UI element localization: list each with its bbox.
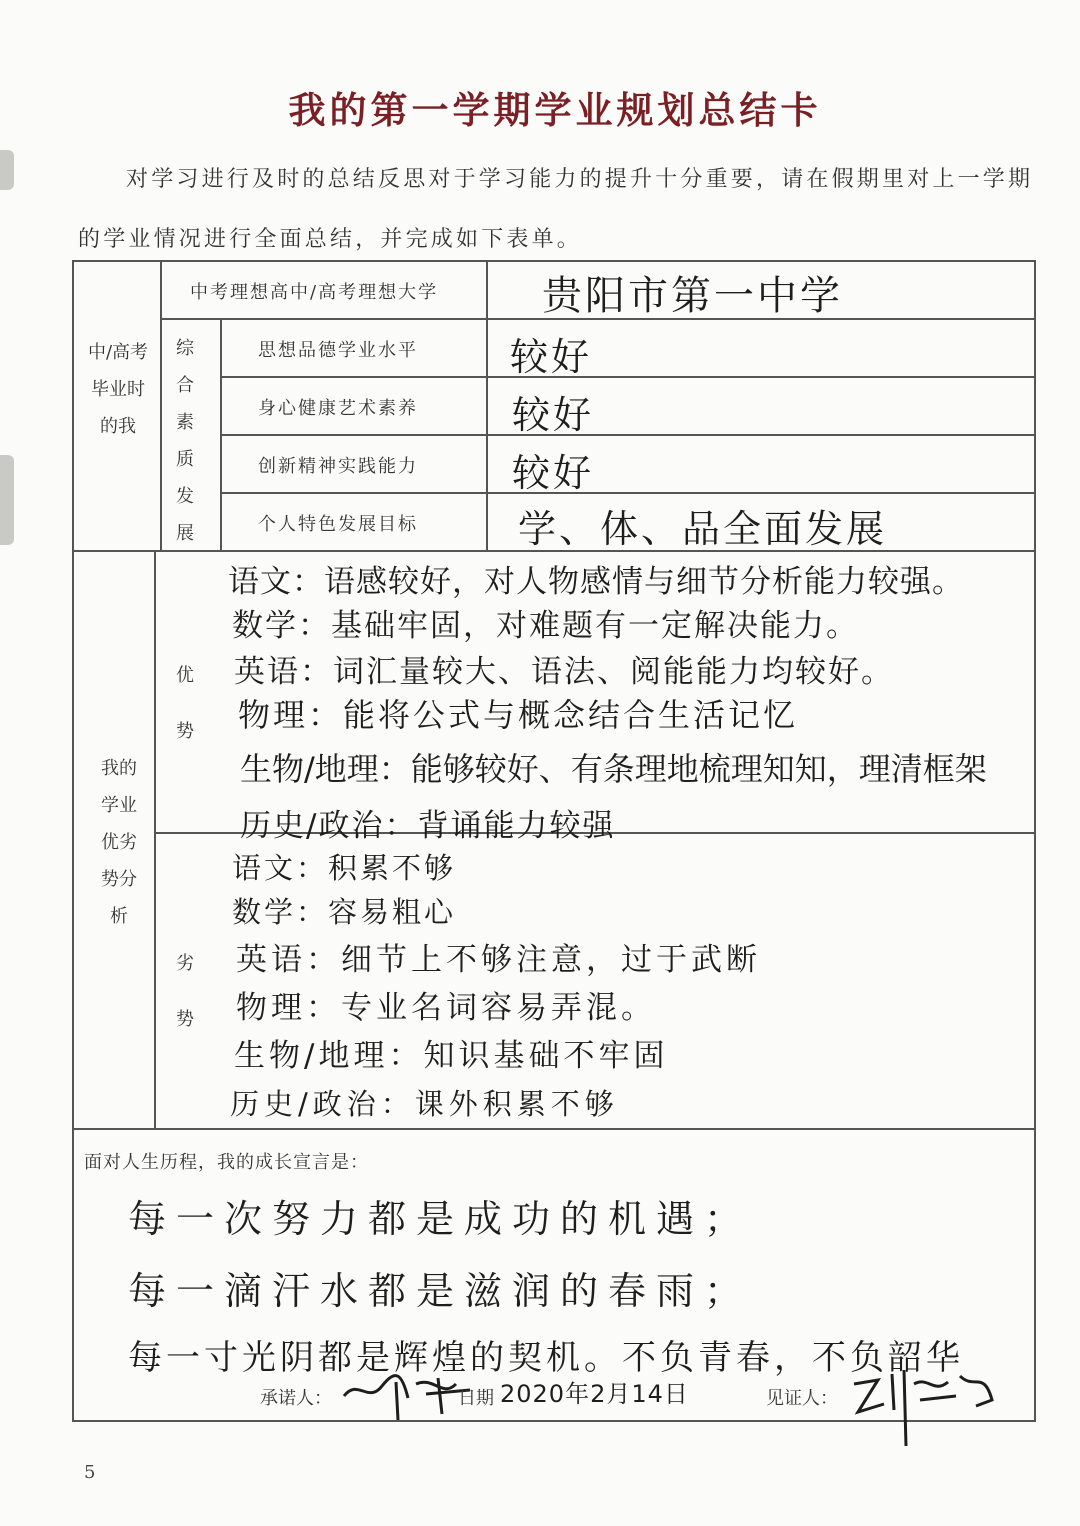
planning-form: [72, 260, 1036, 1422]
date-value: 2020年2月14日: [500, 1380, 689, 1408]
row-value: 较好: [510, 335, 593, 379]
binder-hole: [0, 150, 14, 190]
promiser-signature: [338, 1364, 478, 1424]
weakness-line: 数学：容易粗心: [232, 895, 457, 929]
page-number: 5: [84, 1462, 96, 1483]
weakness-line: 语文：积累不够: [232, 851, 457, 885]
strength-line: 数学：基础牢固，对难题有一定解决能力。: [232, 608, 859, 644]
weakness-line: 物理：专业名词容易弄混。: [236, 990, 656, 1026]
row-label: 创新精神实践能力: [258, 456, 418, 477]
section2-label: 我的学业优劣势分析: [101, 758, 137, 927]
strength-line: 英语：词汇量较大、语法、阅能能力均较好。: [234, 654, 894, 690]
binder-hole: [0, 455, 14, 545]
declaration-prompt: 面对人生历程，我的成长宣言是：: [84, 1152, 369, 1173]
witness-signature: [848, 1360, 998, 1450]
strength-line: 物理：能将公式与概念结合生活记忆: [238, 696, 799, 734]
declaration-line: 每一次努力都是成功的机遇；: [128, 1197, 753, 1241]
declaration-line: 每一寸光阴都是辉煌的契机。不负青春，不负韶华: [128, 1338, 964, 1378]
strength-line: 历史/政治：背诵能力较强: [240, 808, 616, 844]
row-label: 个人特色发展目标: [258, 514, 418, 535]
target-label: 中考理想高中/高考理想大学: [190, 282, 439, 303]
strength-line: 生物/地理：能够较好、有条理地梳理知知，理清框架: [240, 750, 987, 788]
row-value: 学、体、品全面发展: [518, 507, 888, 551]
intro-text: 对学习进行及时的总结反思对于学习能力的提升十分重要，请在假期里对上一学期的学业情况进行全面总结，并完成如下表单。: [78, 167, 1034, 252]
promiser-label: 承诺人：: [260, 1388, 332, 1409]
declaration-line: 每一滴汗水都是滋润的春雨；: [128, 1269, 753, 1313]
row-label: 身心健康艺术素养: [258, 398, 418, 419]
weakness-line: 英语：细节上不够注意，过于武断: [236, 942, 761, 978]
quality-label: 综合素质发展: [176, 338, 194, 544]
date-label: 日期: [458, 1388, 494, 1409]
target-value: 贵阳市第一中学: [542, 273, 843, 319]
strengths-label: 优势: [176, 665, 194, 742]
page-title: 我的第一学期学业规划总结卡: [288, 88, 822, 132]
intro-paragraph: [78, 150, 1048, 270]
strength-line: 语文：语感较好，对人物感情与细节分析能力较强。: [228, 564, 964, 600]
weakness-line: 生物/地理：知识基础不牢固: [234, 1038, 669, 1074]
weaknesses-label: 劣势: [176, 953, 194, 1030]
witness-label: 见证人：: [766, 1388, 838, 1409]
row-label: 思想品德学业水平: [258, 340, 418, 361]
row-value: 较好: [512, 451, 595, 495]
row-value: 较好: [512, 393, 595, 437]
section1-label: 中/高考毕业时的我: [87, 342, 149, 437]
weakness-line: 历史/政治：课外积累不够: [230, 1087, 619, 1121]
